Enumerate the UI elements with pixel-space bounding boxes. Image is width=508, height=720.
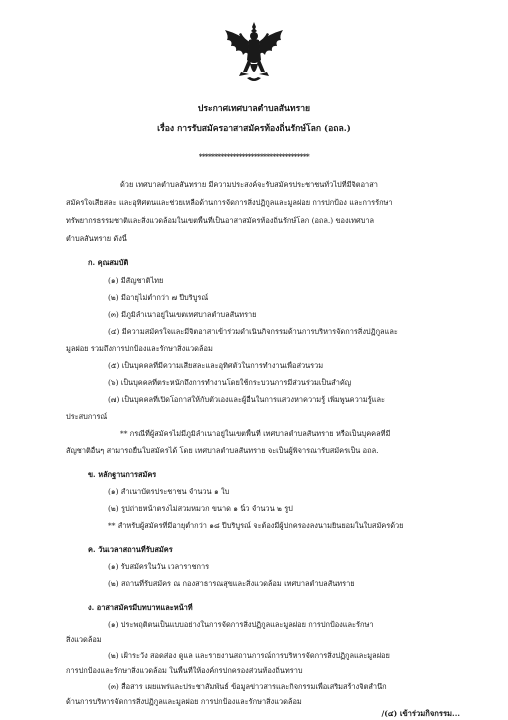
list-item: (๒) รูปถ่ายหน้าตรงไม่สวมหมวก ขนาด ๑ นิ้ว จำนวน ๒ รูป [108,504,293,513]
list-item: (๕) เป็นบุคคลที่มีความเสียสละและอุทิศตัวในการทำงานเพื่อส่วนรวม [108,361,324,370]
list-item: ด้านการบริหารจัดการสิ่งปฏิกูลและมูลฝอย การปกป้องและรักษาสิ่งแวดล้อม [66,697,302,706]
list-item: (๑) มีสัญชาติไทย [108,276,164,285]
next-page-reference: /(๔) เข้าร่วมกิจกรรม... [381,709,460,718]
page-subject: เรื่อง การรับสมัครอาสาสมัครท้องถิ่นรักษ์โลก (อถล.) [157,124,351,134]
list-item: มูลฝอย รวมถึงการปกป้องและรักษาสิ่งแวดล้อม [66,344,213,353]
list-item: (๑) สำเนาบัตรประชาชน จำนวน ๑ ใบ [108,487,230,496]
list-item: (๑) ประพฤติตนเป็นแบบอย่างในการจัดการสิ่งปฏิกูลและมูลฝอย การปกป้องและรักษา [108,620,374,629]
list-item: ประสบการณ์ [66,412,108,421]
title-divider: ************************************ [198,152,310,161]
section-note: ** สำหรับผู้สมัครที่มีอายุต่ำกว่า ๑๘ ปีบริบูรณ์ จะต้องมีผู้ปกครองลงนามยินยอมในใบสมัครด้วย [108,521,404,530]
section-heading-duties: ง. อาสาสมัครมีบทบาทและหน้าที่ [88,603,193,612]
list-item: (๒) สถานที่รับสมัคร ณ กองสาธารณสุขและสิ่งแวดล้อม เทศบาลตำบลสันทราย [108,579,355,588]
list-item: (๓) สื่อสาร เผยแพร่และประชาสัมพันธ์ ข้อมูลข่าวสารและกิจกรรมเพื่อเสริมสร้างจิตสำนึก [108,682,387,691]
list-item: (๖) เป็นบุคคลที่ตระหนักถึงการทำงานโดยใช้กระบวนการมีส่วนร่วมเป็นสำคัญ [108,378,352,387]
list-item: (๓) มีภูมิลำเนาอยู่ในเขตเทศบาลตำบลสันทราย [108,310,257,319]
intro-line: สมัครใจเสียสละ และอุทิศตนและช่วยเหลือด้านการจัดการสิ่งปฏิกูลและมูลฝอย การปกป้อง และการรักษา [66,198,393,207]
section-note: ** กรณีที่ผู้สมัครไม่มีภูมิลำเนาอยู่ในเขตพื้นที่ เทศบาลตำบลสันทราย หรือเป็นบุคคลที่มี [120,429,391,438]
list-item: สิ่งแวดล้อม [66,635,102,644]
garuda-emblem-icon [221,20,287,86]
section-heading-documents: ข. หลักฐานการสมัคร [88,470,157,479]
intro-line: ด้วย เทศบาลตำบลสันทราย มีความประสงค์จะรับสมัครประชาชนทั่วไปที่มีจิตอาสา [120,180,378,189]
list-item: (๗) เป็นบุคคลที่เปิดโอกาสให้กับตัวเองและผู้อื่นในการแสวงหาความรู้ เพิ่มพูนความรู้และ [108,395,386,404]
intro-line: ตำบลสันทราย ดังนี้ [66,234,127,243]
page-title: ประกาศเทศบาลตำบลสันทราย [197,104,311,114]
section-heading-qualifications: ก. คุณสมบัติ [88,258,129,267]
intro-line: ทรัพยากรธรรมชาติและสิ่งแวดล้อมในเขตพื้นที่เป็นอาสาสมัครท้องถิ่นรักษ์โลก (อถล.) ของเทศบาล [66,216,375,225]
list-item: การปกป้องและรักษาสิ่งแวดล้อม ในพื้นที่ให้องค์กรปกครองส่วนท้องถิ่นทราบ [66,666,303,675]
list-item: (๔) มีความสมัครใจและมีจิตอาสาเข้าร่วมดำเนินกิจกรรมด้านการบริหารจัดการสิ่งปฏิกูลและ [108,327,398,336]
list-item: (๒) มีอายุไม่ต่ำกว่า ๗ ปีบริบูรณ์ [108,293,209,302]
list-item: (๒) เฝ้าระวัง สอดส่อง ดูแล และรายงานสถานการณ์การบริหารจัดการสิ่งปฏิกูลและมูลฝอย [108,651,390,660]
list-item: (๑) รับสมัครในวัน เวลาราชการ [108,562,210,571]
section-heading-schedule: ค. วันเวลาสถานที่รับสมัคร [88,545,173,554]
section-note: สัญชาติอื่นๆ สามารถยื่นใบสมัครได้ โดย เทศบาลตำบลสันทราย จะเป็นผู้พิจารณารับสมัครเป็น อถล. [66,446,379,455]
